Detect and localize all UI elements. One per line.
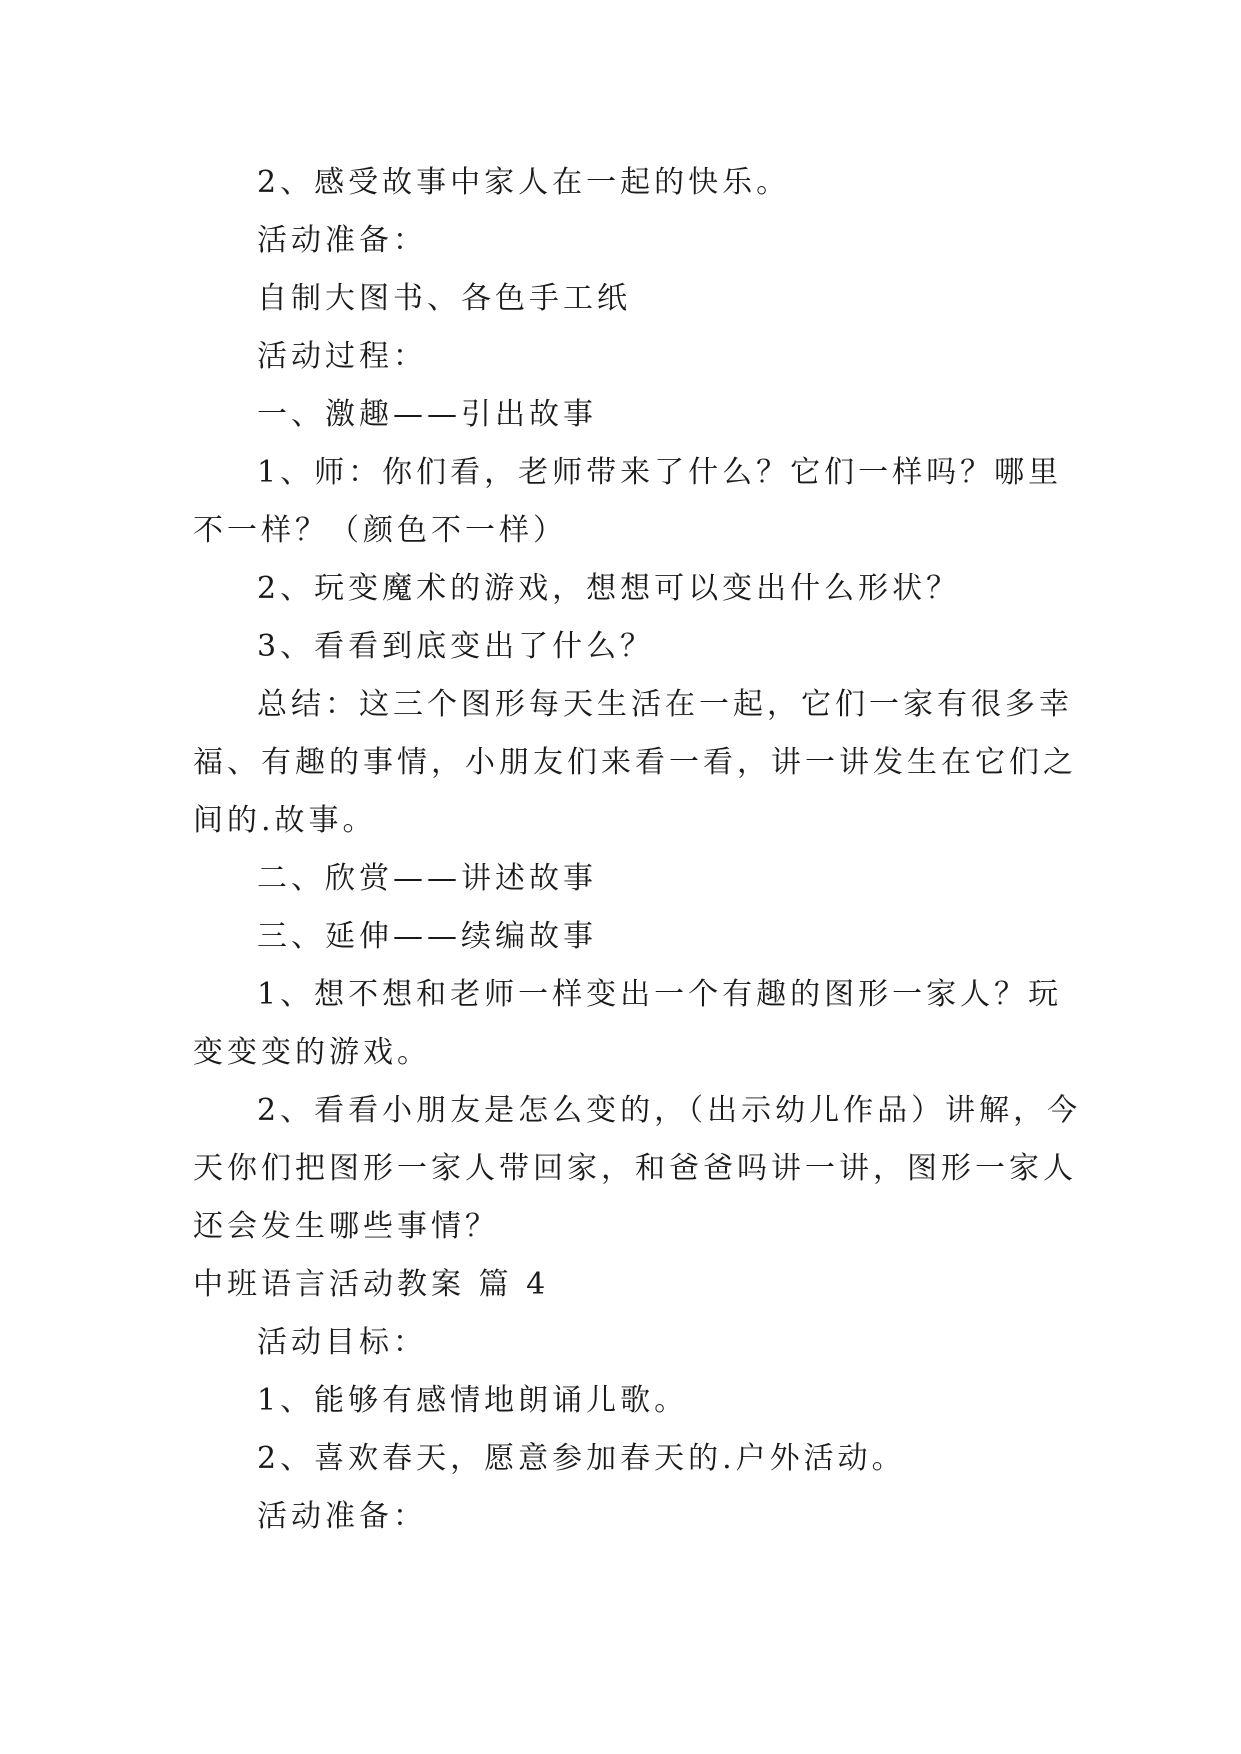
document-title: 中班语言活动教案 篇 4 [193,1267,550,1302]
text-line: 三、延伸——续编故事 [257,919,597,954]
text-line: 2、喜欢春天，愿意参加春天的.户外活动。 [257,1441,906,1476]
text-line: 1、想不想和老师一样变出一个有趣的图形一家人？玩 [257,977,1063,1012]
section-heading: 活动准备： [257,223,427,258]
text-line: 间的.故事。 [193,803,377,838]
text-line: 2、玩变魔术的游戏，想想可以变出什么形状？ [257,571,961,606]
text-line: 2、感受故事中家人在一起的快乐。 [257,165,791,200]
text-line: 3、看看到底变出了什么？ [257,629,655,664]
section-heading: 活动目标： [257,1325,427,1360]
section-heading: 活动准备： [257,1499,427,1534]
text-line: 还会发生哪些事情？ [193,1209,499,1244]
text-line: 福、有趣的事情，小朋友们来看一看，讲一讲发生在它们之 [193,745,1077,780]
text-line: 天你们把图形一家人带回家，和爸爸吗讲一讲，图形一家人 [193,1151,1077,1186]
text-line: 总结：这三个图形每天生活在一起，它们一家有很多幸 [257,687,1073,722]
text-line: 一、激趣——引出故事 [257,397,597,432]
text-line: 自制大图书、各色手工纸 [257,281,631,316]
text-line: 1、能够有感情地朗诵儿歌。 [257,1383,689,1418]
text-line: 不一样？（颜色不一样） [193,513,567,548]
text-line: 2、看看小朋友是怎么变的，（出示幼儿作品）讲解，今 [257,1093,1082,1128]
text-line: 1、师：你们看，老师带来了什么？它们一样吗？哪里 [257,455,1063,490]
text-line: 二、欣赏——讲述故事 [257,861,597,896]
section-heading: 活动过程： [257,339,427,374]
text-line: 变变变的游戏。 [193,1035,431,1070]
